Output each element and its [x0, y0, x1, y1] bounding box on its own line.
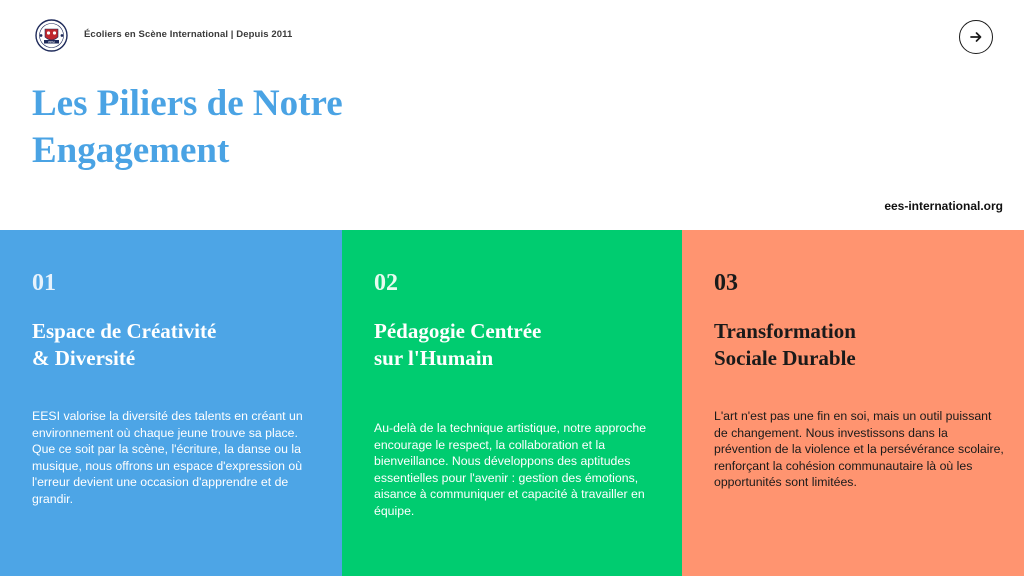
next-slide-button[interactable]: [959, 20, 993, 54]
pillar-body: EESI valorise la diversité des talents en créant un environnement où chaque jeune trouve sa place. Que ce soit par la scène, l'écriture, la danse ou la musique, nous offrons un espace d'expression où l'erreur devient une occasion d'apprendre et de grandir.: [32, 409, 303, 506]
pillar-heading-line-2: & Diversité: [32, 346, 136, 370]
pillars-row: [0, 230, 1024, 576]
organization-line: Écoliers en Scène International | Depuis 2011: [84, 29, 293, 40]
pillar-heading-line-1: Transformation: [714, 319, 856, 343]
pillar-body: Au-delà de la technique artistique, notre approche encourage le respect, la collaboration et la bienveillance. Nous développons des aptitudes essentielles pour l'avenir : gestion des émotions, aisance à communiquer et capacité à travailler en équipe.: [374, 421, 647, 518]
pillar-heading: [374, 318, 664, 372]
pillar-heading-line-2: Sociale Durable: [714, 346, 856, 370]
pillar-heading: [32, 318, 322, 372]
pillar-heading-line-1: Pédagogie Centrée: [374, 319, 542, 343]
pillar-number: 02: [374, 270, 398, 296]
pillar-body: L'art n'est pas une fin en soi, mais un outil puissant de changement. Nous investissons dans la prévention de la violence et la persévérance scolaire, renforçant la cohésion communautaire là où les opportunités sont limitées.: [714, 409, 1004, 490]
eesi-logo: [35, 19, 68, 52]
arrow-right-icon: [969, 30, 983, 44]
logo-text: EESI: [48, 39, 55, 44]
pillar-heading-line-2: sur l'Humain: [374, 346, 494, 370]
pillar-creativity: [0, 230, 342, 576]
pillar-number: 01: [32, 270, 56, 296]
website-link[interactable]: ees-international.org: [884, 199, 1003, 213]
pillar-heading: [714, 318, 1004, 372]
header: [0, 0, 1024, 230]
title-line-2: Engagement: [32, 130, 230, 171]
pillar-social-transformation: [682, 230, 1024, 576]
pillar-heading-line-1: Espace de Créativité: [32, 319, 217, 343]
page-title: [32, 80, 452, 174]
title-line-1: Les Piliers de Notre: [32, 83, 343, 124]
pillar-number: 03: [714, 270, 738, 296]
pillar-pedagogy: [342, 230, 682, 576]
